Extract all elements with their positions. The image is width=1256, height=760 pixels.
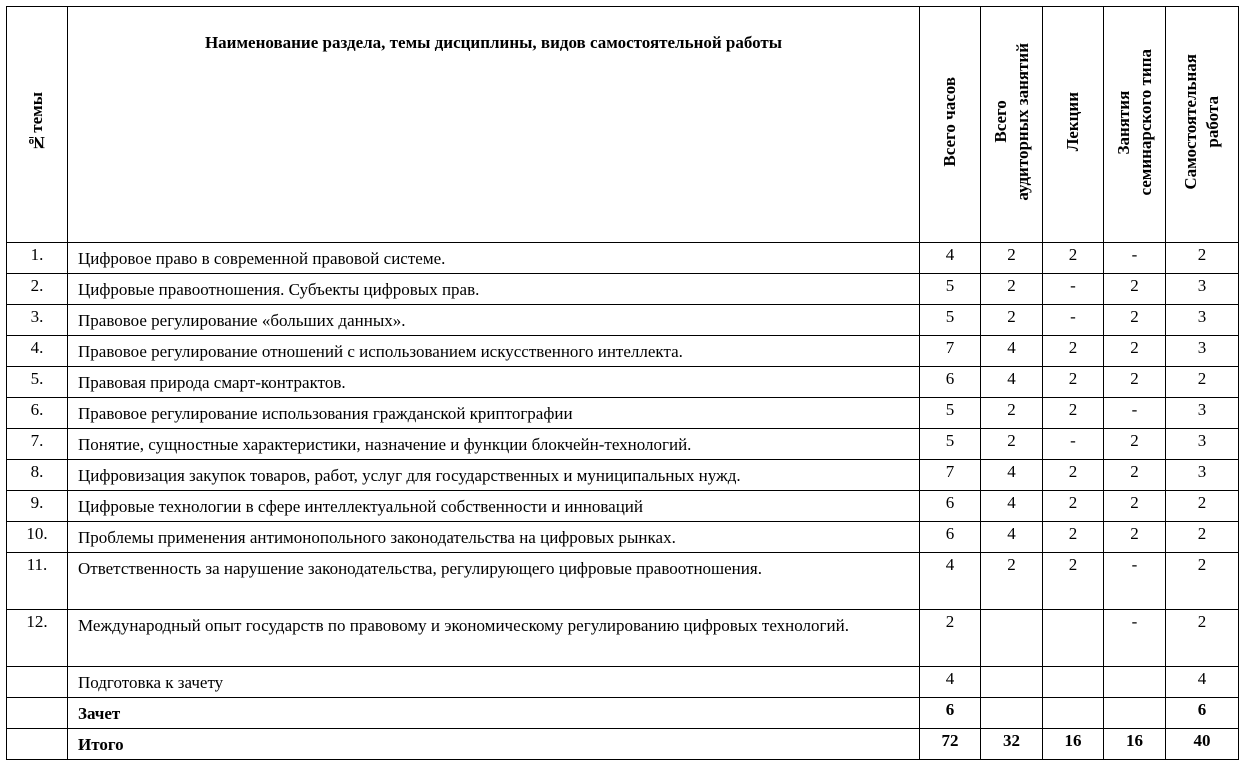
cell-seminar: - xyxy=(1104,553,1166,610)
cell-self: 2 xyxy=(1166,610,1239,667)
cell-seminar: - xyxy=(1104,243,1166,274)
curriculum-table xyxy=(6,6,1239,760)
cell-name: Понятие, сущностные характеристики, назначение и функции блокчейн-технологий. xyxy=(68,429,920,460)
cell-num xyxy=(7,698,68,729)
table-row xyxy=(7,553,1239,610)
cell-self: 2 xyxy=(1166,491,1239,522)
cell-name: Зачет xyxy=(68,698,920,729)
cell-lectures: - xyxy=(1043,274,1104,305)
header-total-label: Всего часов xyxy=(940,77,959,167)
cell-self: 3 xyxy=(1166,305,1239,336)
cell-num: 9. xyxy=(7,491,68,522)
header-name: Наименование раздела, темы дисциплины, видов самостоятельной работы xyxy=(68,7,920,243)
table-body xyxy=(7,243,1239,760)
cell-seminar: - xyxy=(1104,398,1166,429)
cell-classroom xyxy=(981,698,1043,729)
header-row xyxy=(7,7,1239,243)
header-self-line1: Самостоятельная xyxy=(1181,54,1200,190)
cell-lectures: 16 xyxy=(1043,729,1104,760)
header-self xyxy=(1166,7,1239,243)
cell-num xyxy=(7,667,68,698)
cell-classroom: 2 xyxy=(981,305,1043,336)
cell-lectures: - xyxy=(1043,305,1104,336)
header-total xyxy=(920,7,981,243)
cell-seminar: 2 xyxy=(1104,429,1166,460)
table-row xyxy=(7,367,1239,398)
cell-lectures xyxy=(1043,667,1104,698)
table-row xyxy=(7,729,1239,760)
header-num xyxy=(7,7,68,243)
cell-num: 3. xyxy=(7,305,68,336)
cell-lectures: 2 xyxy=(1043,243,1104,274)
cell-total: 7 xyxy=(920,336,981,367)
cell-name: Ответственность за нарушение законодательства, регулирующего цифровые правоотношения. xyxy=(68,553,920,610)
cell-lectures: 2 xyxy=(1043,336,1104,367)
cell-total: 6 xyxy=(920,491,981,522)
cell-seminar: 2 xyxy=(1104,460,1166,491)
table-row xyxy=(7,667,1239,698)
cell-num: 8. xyxy=(7,460,68,491)
cell-num: 10. xyxy=(7,522,68,553)
header-lectures xyxy=(1043,7,1104,243)
cell-seminar: 2 xyxy=(1104,274,1166,305)
cell-classroom: 4 xyxy=(981,522,1043,553)
cell-name: Правовое регулирование отношений с использованием искусственного интеллекта. xyxy=(68,336,920,367)
table-row xyxy=(7,522,1239,553)
table-row xyxy=(7,243,1239,274)
cell-name: Цифровое право в современной правовой системе. xyxy=(68,243,920,274)
table-row xyxy=(7,491,1239,522)
cell-classroom: 4 xyxy=(981,460,1043,491)
table-row xyxy=(7,274,1239,305)
cell-seminar: 2 xyxy=(1104,367,1166,398)
cell-total: 5 xyxy=(920,429,981,460)
header-seminar xyxy=(1104,7,1166,243)
cell-num: 1. xyxy=(7,243,68,274)
cell-classroom: 2 xyxy=(981,274,1043,305)
cell-self: 4 xyxy=(1166,667,1239,698)
cell-name: Правовое регулирование «больших данных». xyxy=(68,305,920,336)
cell-total: 6 xyxy=(920,698,981,729)
cell-classroom: 2 xyxy=(981,553,1043,610)
cell-lectures: 2 xyxy=(1043,522,1104,553)
cell-num: 7. xyxy=(7,429,68,460)
cell-lectures: 2 xyxy=(1043,460,1104,491)
cell-num: 2. xyxy=(7,274,68,305)
cell-self: 2 xyxy=(1166,522,1239,553)
cell-seminar: 2 xyxy=(1104,522,1166,553)
cell-lectures xyxy=(1043,610,1104,667)
cell-num: 11. xyxy=(7,553,68,610)
cell-total: 72 xyxy=(920,729,981,760)
cell-lectures: 2 xyxy=(1043,398,1104,429)
cell-total: 4 xyxy=(920,243,981,274)
cell-total: 4 xyxy=(920,553,981,610)
cell-total: 6 xyxy=(920,522,981,553)
cell-name: Подготовка к зачету xyxy=(68,667,920,698)
cell-lectures: 2 xyxy=(1043,553,1104,610)
cell-num: 12. xyxy=(7,610,68,667)
table-row xyxy=(7,336,1239,367)
cell-total: 7 xyxy=(920,460,981,491)
header-self-label xyxy=(1180,54,1224,190)
cell-seminar: 2 xyxy=(1104,336,1166,367)
cell-classroom: 2 xyxy=(981,398,1043,429)
cell-seminar: 2 xyxy=(1104,305,1166,336)
cell-lectures: 2 xyxy=(1043,491,1104,522)
cell-num: 6. xyxy=(7,398,68,429)
table-row xyxy=(7,610,1239,667)
cell-name: Цифровые технологии в сфере интеллектуальной собственности и инноваций xyxy=(68,491,920,522)
header-seminar-label xyxy=(1113,49,1157,196)
header-classroom-label xyxy=(990,43,1034,201)
cell-classroom: 2 xyxy=(981,429,1043,460)
cell-classroom: 4 xyxy=(981,336,1043,367)
header-seminar-line1: Занятия xyxy=(1113,90,1133,154)
cell-name: Международный опыт государств по правовому и экономическому регулированию цифровых технологий. xyxy=(68,610,920,667)
cell-self: 2 xyxy=(1166,367,1239,398)
table-row xyxy=(7,305,1239,336)
cell-name: Цифровые правоотношения. Субъекты цифровых прав. xyxy=(68,274,920,305)
header-classroom xyxy=(981,7,1043,243)
cell-classroom: 4 xyxy=(981,367,1043,398)
cell-self: 3 xyxy=(1166,429,1239,460)
cell-seminar xyxy=(1104,698,1166,729)
cell-classroom: 4 xyxy=(981,491,1043,522)
cell-self: 3 xyxy=(1166,336,1239,367)
cell-name: Правовая природа смарт-контрактов. xyxy=(68,367,920,398)
cell-self: 2 xyxy=(1166,243,1239,274)
cell-total: 2 xyxy=(920,610,981,667)
cell-self: 40 xyxy=(1166,729,1239,760)
cell-seminar xyxy=(1104,667,1166,698)
cell-total: 5 xyxy=(920,274,981,305)
cell-classroom: 32 xyxy=(981,729,1043,760)
cell-self: 2 xyxy=(1166,553,1239,610)
cell-classroom xyxy=(981,667,1043,698)
header-self-line2: работа xyxy=(1203,96,1222,148)
cell-self: 3 xyxy=(1166,460,1239,491)
cell-seminar: - xyxy=(1104,610,1166,667)
cell-num: 5. xyxy=(7,367,68,398)
cell-self: 3 xyxy=(1166,398,1239,429)
cell-name: Итого xyxy=(68,729,920,760)
cell-name: Проблемы применения антимонопольного законодательства на цифровых рынках. xyxy=(68,522,920,553)
table-row xyxy=(7,698,1239,729)
header-seminar-line2: семинарского типа xyxy=(1135,48,1155,196)
header-classroom-line2: аудиторных занятий xyxy=(1012,43,1032,201)
cell-lectures: 2 xyxy=(1043,367,1104,398)
header-num-label: №темы xyxy=(27,92,46,152)
table-row xyxy=(7,429,1239,460)
cell-total: 4 xyxy=(920,667,981,698)
cell-num xyxy=(7,729,68,760)
header-classroom-line1: Всего xyxy=(990,100,1010,144)
cell-total: 5 xyxy=(920,305,981,336)
cell-self: 3 xyxy=(1166,274,1239,305)
cell-name: Правовое регулирование использования гражданской криптографии xyxy=(68,398,920,429)
cell-name: Цифровизация закупок товаров, работ, услуг для государственных и муниципальных нужд. xyxy=(68,460,920,491)
header-lectures-label: Лекции xyxy=(1063,92,1082,152)
cell-classroom: 2 xyxy=(981,243,1043,274)
table-row xyxy=(7,398,1239,429)
cell-self: 6 xyxy=(1166,698,1239,729)
cell-total: 6 xyxy=(920,367,981,398)
cell-total: 5 xyxy=(920,398,981,429)
cell-seminar: 16 xyxy=(1104,729,1166,760)
cell-lectures: - xyxy=(1043,429,1104,460)
cell-lectures xyxy=(1043,698,1104,729)
cell-seminar: 2 xyxy=(1104,491,1166,522)
cell-num: 4. xyxy=(7,336,68,367)
table-row xyxy=(7,460,1239,491)
cell-classroom xyxy=(981,610,1043,667)
